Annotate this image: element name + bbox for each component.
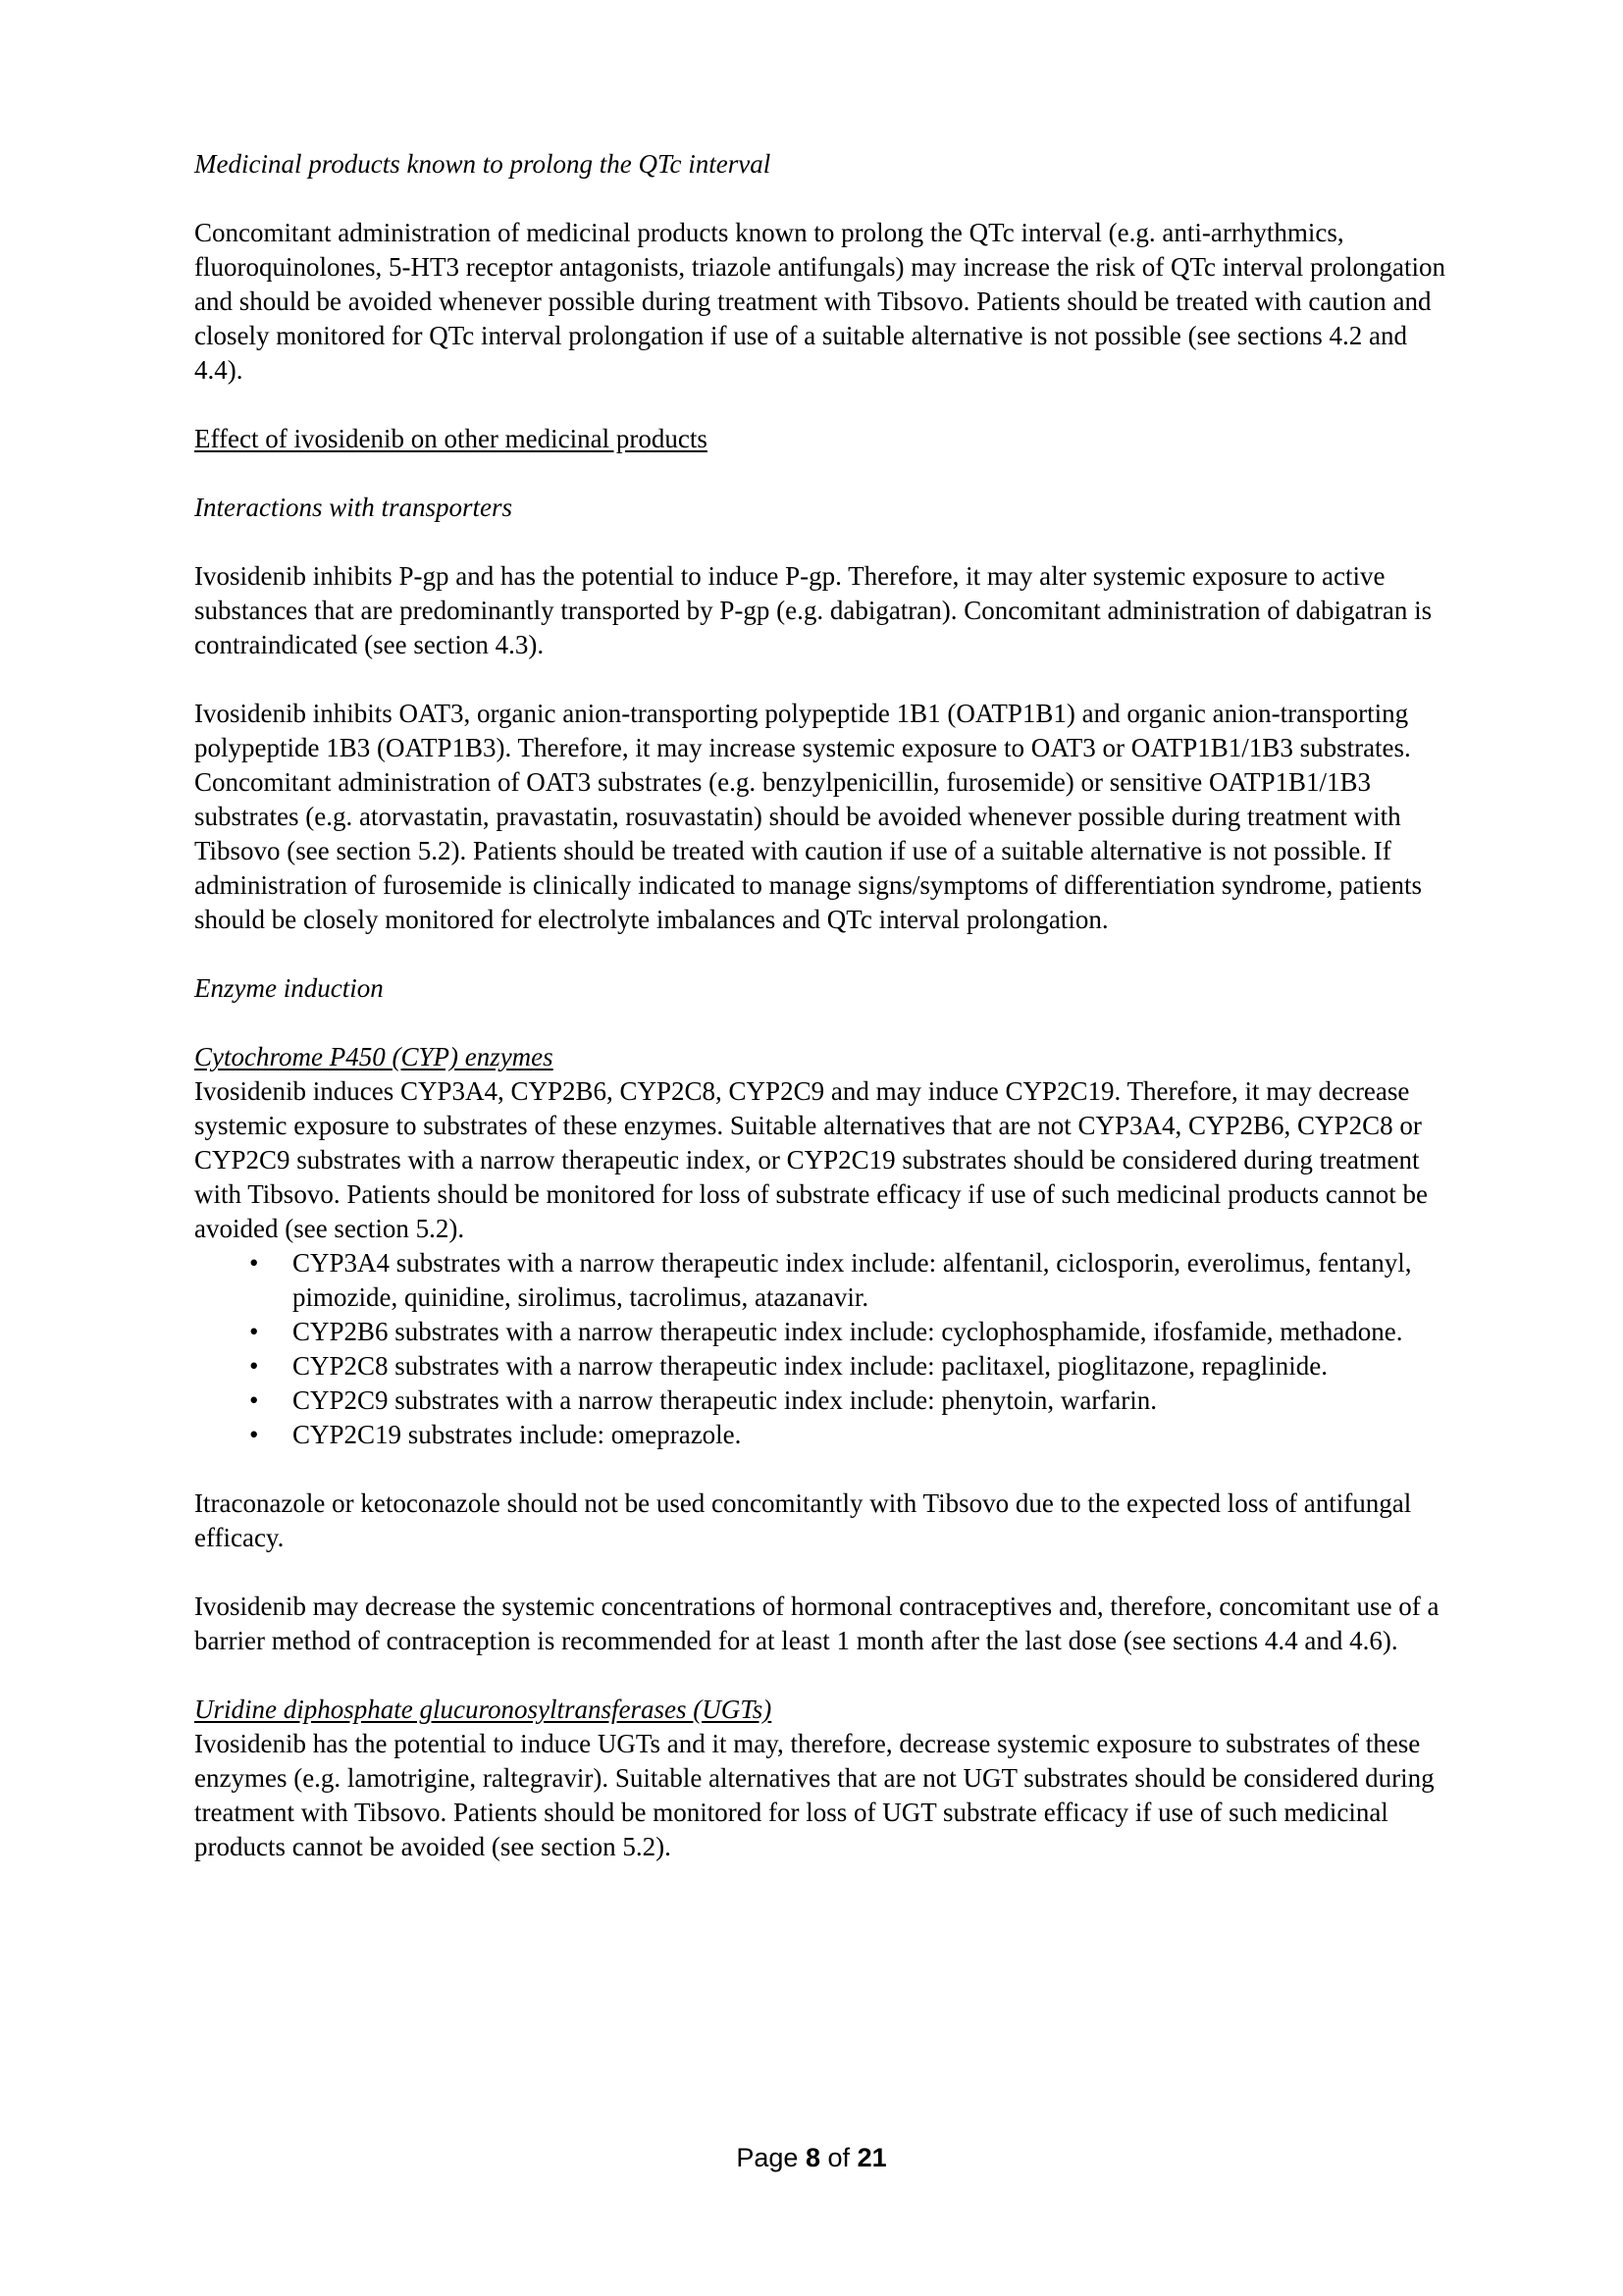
paragraph-qtc: Concomitant administration of medicinal products known to prolong the QTc interval (e.g. anti-arrhythmics, fluoroquinolones, 5-HT3 receptor antagonists, triazole antifungals) may increase the risk of QTc interval prolongation and should be avoided whenever possible during treatment with Tibsovo. Patients should be treated with caution and closely monitored for QTc interval prolongation if use of a suitable alternative is not possible (see sections 4.2 and 4.4).	[194, 218, 1445, 385]
heading-qtc-products: Medicinal products known to prolong the QTc interval	[194, 149, 771, 179]
list-item: • CYP2C9 substrates with a narrow therapeutic index include: phenytoin, warfarin.	[194, 1383, 1460, 1418]
of-word: of	[827, 2143, 851, 2172]
heading-enzyme-induction: Enzyme induction	[194, 973, 384, 1003]
bullet-glyph: •	[249, 1420, 259, 1449]
list-item: • CYP2B6 substrates with a narrow therapeutic index include: cyclophosphamide, ifosfamide, methadone.	[194, 1315, 1460, 1349]
heading-ugt: Uridine diphosphate glucuronosyltransferases (UGTs)	[194, 1695, 772, 1724]
heading-cyp-enzymes: Cytochrome P450 (CYP) enzymes	[194, 1042, 553, 1071]
paragraph-itraconazole: Itraconazole or ketoconazole should not be used concomitantly with Tibsovo due to the expected loss of antifungal efficacy.	[194, 1488, 1412, 1552]
paragraph-contraceptives: Ivosidenib may decrease the systemic concentrations of hormonal contraceptives and, therefore, concomitant use of a barrier method of contraception is recommended for at least 1 month after the last dose (see sections 4.4 and 4.6).	[194, 1592, 1440, 1655]
list-item: • CYP2C8 substrates with a narrow therapeutic index include: paclitaxel, pioglitazone, repaglinide.	[194, 1349, 1460, 1383]
document-body	[194, 147, 1460, 1864]
paragraph-pgp: Ivosidenib inhibits P-gp and has the potential to induce P-gp. Therefore, it may alter systemic exposure to active substances that are predominantly transported by P-gp (e.g. dabigatran). Concomitant administration of dabigatran is contraindicated (see section 4.3).	[194, 561, 1433, 659]
page-footer	[0, 2143, 1623, 2173]
bullet-glyph: •	[249, 1385, 259, 1415]
list-item: • CYP3A4 substrates with a narrow therapeutic index include: alfentanil, ciclosporin, everolimus, fentanyl, pimozide, quinidine, sirolimus, tacrolimus, atazanavir.	[249, 1248, 1412, 1312]
paragraph-ugt: Ivosidenib has the potential to induce UGTs and it may, therefore, decrease systemic exposure to substrates of these enzymes (e.g. lamotrigine, raltegravir). Suitable alternatives that are not UGT substrates should be considered during treatment with Tibsovo. Patients should be monitored for loss of UGT substrate efficacy if use of such medicinal products cannot be avoided (see section 5.2).	[194, 1729, 1435, 1861]
paragraph-cyp: Ivosidenib induces CYP3A4, CYP2B6, CYP2C8, CYP2C9 and may induce CYP2C19. Therefore, it may decrease systemic exposure to substrates of these enzymes. Suitable alternatives that are not CYP3A4, CYP2B6, CYP2C8 or CYP2C9 substrates with a narrow therapeutic index, or CYP2C19 substrates should be considered during treatment with Tibsovo. Patients should be monitored for loss of substrate efficacy if use of such medicinal products cannot be avoided (see section 5.2).	[194, 1076, 1429, 1243]
bullet-glyph: •	[249, 1351, 259, 1381]
list-item: • CYP2C19 substrates include: omeprazole.	[194, 1418, 1460, 1452]
page-current-number: 8	[805, 2143, 820, 2172]
page-total-number: 21	[857, 2143, 887, 2172]
heading-interactions-transporters: Interactions with transporters	[194, 493, 513, 522]
cyp-substrates-list	[194, 1246, 1460, 1452]
paragraph-oat3: Ivosidenib inhibits OAT3, organic anion-transporting polypeptide 1B1 (OATP1B1) and organic anion-transporting polypeptide 1B3 (OATP1B3). Therefore, it may increase systemic exposure to OAT3 or OATP1B1/1B3 substrates. Concomitant administration of OAT3 substrates (e.g. benzylpenicillin, furosemide) or sensitive OATP1B1/1B3 substrates (e.g. atorvastatin, pravastatin, rosuvastatin) should be avoided whenever possible during treatment with Tibsovo (see section 5.2). Patients should be treated with caution if use of a suitable alternative is not possible. If administration of furosemide is clinically indicated to manage signs/symptoms of differentiation syndrome, patients should be closely monitored for electrolyte imbalances and QTc interval prolongation.	[194, 699, 1422, 934]
bullet-glyph: •	[249, 1248, 259, 1278]
heading-effect-on-other-products: Effect of ivosidenib on other medicinal products	[194, 424, 707, 453]
page-word: Page	[736, 2143, 799, 2172]
bullet-glyph: •	[249, 1317, 259, 1346]
